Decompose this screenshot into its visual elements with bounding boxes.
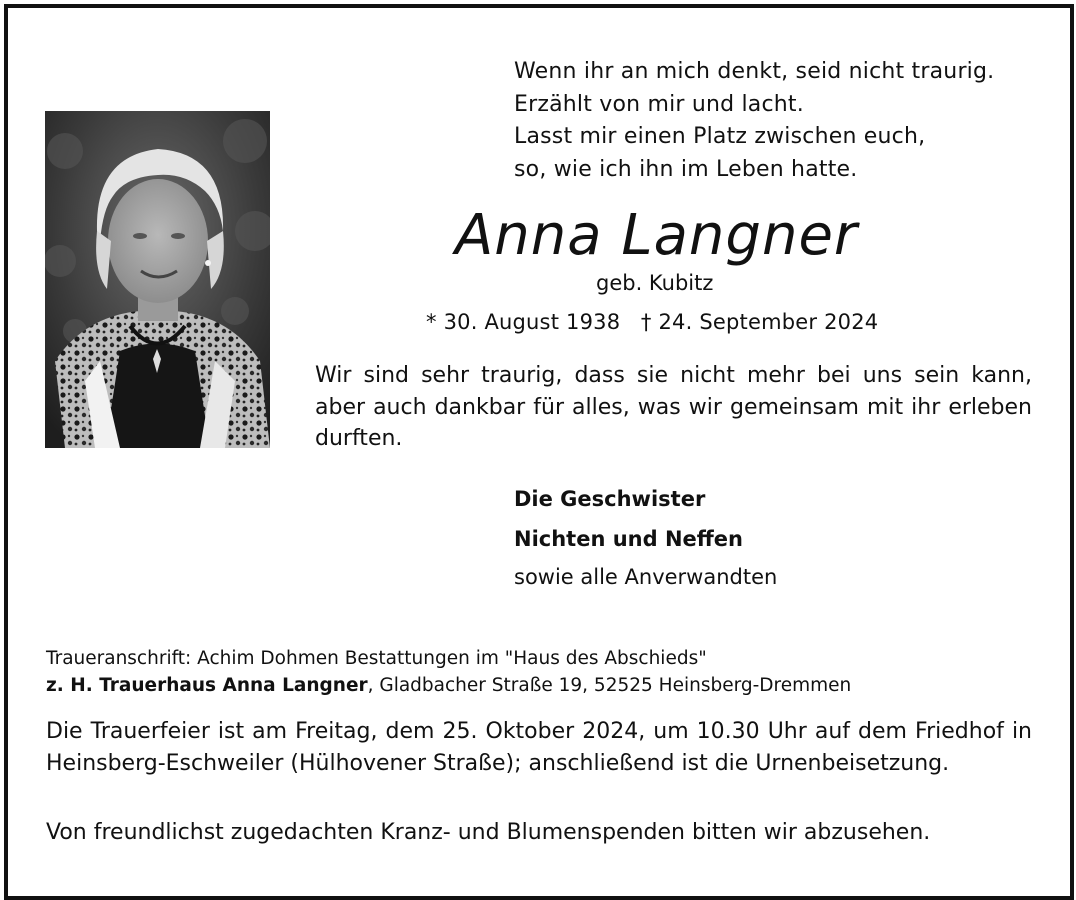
deceased-name: Anna Langner [455, 203, 858, 268]
life-dates: * 30. August 1938 † 24. September 2024 [426, 310, 879, 334]
condolence-message: Wir sind sehr traurig, dass sie nicht mehr bei uns sein kann, aber auch dankbar für alles, was wir gemeinsam mit ihr erleben durften. [315, 363, 1032, 451]
poem-line: Erzählt von mir und lacht. [514, 91, 804, 117]
family-line-nieces-nephews: Nichten und Neffen [514, 527, 743, 551]
mourning-address-line2 [46, 675, 851, 696]
mourning-address-street: , Gladbacher Straße 19, 52525 Heinsberg-Dremmen [367, 675, 852, 696]
poem-line: Lasst mir einen Platz zwischen euch, [514, 124, 926, 149]
funeral-ceremony-info: Die Trauerfeier ist am Freitag, dem 25. Oktober 2024, um 10.30 Uhr auf dem Friedhof in Heinsberg-Eschweiler (Hülhovener Straße); anschließend ist die Urnenbeisetzung. [46, 719, 1032, 776]
mourning-house-name: z. H. Trauerhaus Anna Langner [46, 675, 368, 696]
poem-line: Wenn ihr an mich denkt, seid nicht traurig. [514, 59, 995, 84]
birth-name: geb. Kubitz [596, 271, 714, 295]
poem [514, 56, 994, 186]
mourning-address-line1: Traueranschrift: Achim Dohmen Bestattungen im "Haus des Abschieds" [46, 648, 707, 669]
flowers-request: Von freundlichst zugedachten Kranz- und Blumenspenden bitten wir abzusehen. [46, 820, 931, 845]
family-line-siblings: Die Geschwister [514, 487, 706, 511]
poem-line: so, wie ich ihn im Leben hatte. [514, 156, 858, 182]
family-line-relatives: sowie alle Anverwandten [514, 565, 778, 589]
